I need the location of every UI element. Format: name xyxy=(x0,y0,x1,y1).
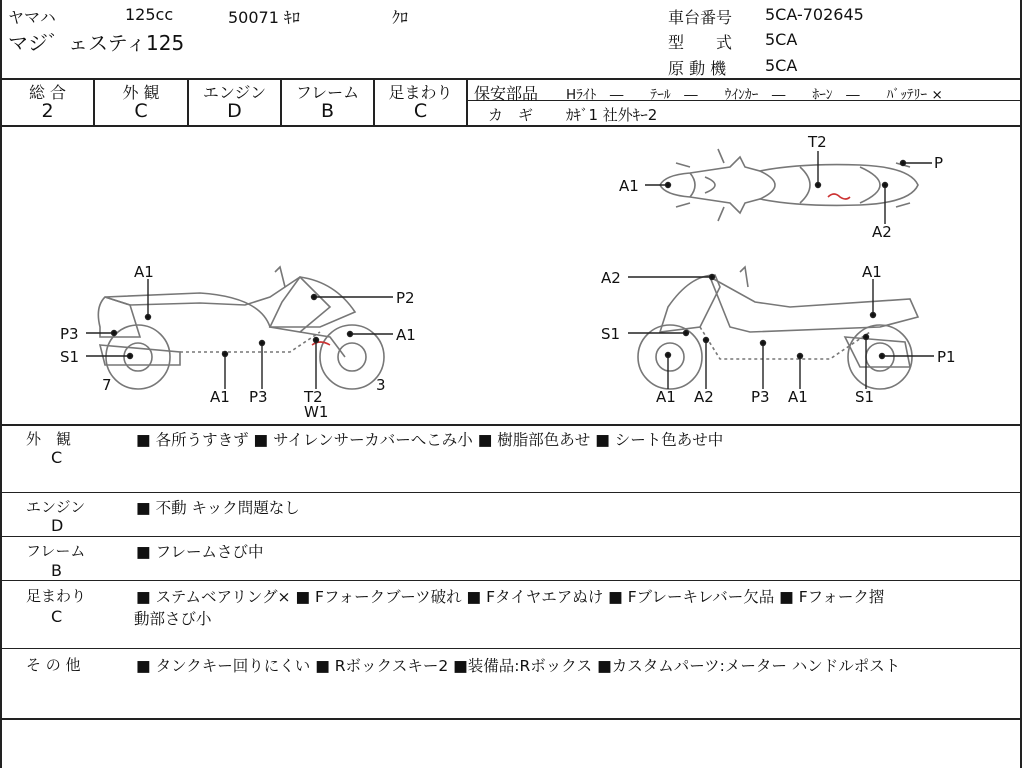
frame-no: 5CA-702645 xyxy=(765,5,864,24)
damage-diagram xyxy=(0,127,1022,425)
label-top-p: P xyxy=(934,154,944,172)
label-left-p3-floor: P3 xyxy=(249,388,268,406)
section-divider-4 xyxy=(0,648,1022,649)
label-left-a1-floor: A1 xyxy=(210,388,230,406)
section-title: フレーム xyxy=(26,542,86,560)
label-right-a1-seat: A1 xyxy=(862,263,882,281)
section-title: エンジン xyxy=(26,498,86,516)
label-left-t2: T2 xyxy=(304,388,323,406)
section-grade: C xyxy=(51,607,63,626)
section-grade: D xyxy=(51,516,64,535)
grade-value: B xyxy=(320,100,335,122)
grade-label: 足まわり xyxy=(388,83,453,102)
label-left-a1-seat: A1 xyxy=(134,263,154,281)
label-top-a1: A1 xyxy=(619,177,639,195)
label-right-a1-floor: A1 xyxy=(788,388,808,406)
safety-title: 保安部品 xyxy=(474,84,539,103)
section-divider-bottom xyxy=(0,718,1022,720)
label-right-a1-wheel: A1 xyxy=(656,388,676,406)
section-text: ■ タンクキー回りにくい ■ Rボックスキー2 ■装備品:Rボックス ■カスタムパーツ:メーター ハンドルポスト xyxy=(136,657,901,675)
section-text: ■ フレームさび中 xyxy=(136,543,264,561)
section-title: 足まわり xyxy=(26,587,87,605)
scooter-right-view xyxy=(638,267,918,389)
label-right-a2-floor: A2 xyxy=(694,388,714,406)
grade-label: 外 観 xyxy=(122,83,160,102)
scooter-top-view xyxy=(660,149,918,221)
grade-label: フレーム xyxy=(295,83,360,102)
grade-value: C xyxy=(134,100,148,122)
label-left-s1: S1 xyxy=(60,348,80,366)
label-top-t2: T2 xyxy=(808,133,827,151)
label-right-p1: P1 xyxy=(937,348,956,366)
maker: ヤマハ xyxy=(8,8,56,27)
grade-value: D xyxy=(227,100,242,122)
safety-items: Hﾗｲﾄ ― ﾃｰﾙ ― ｳｲﾝｶｰ ― ﾎｰﾝ ― ﾊﾞｯﾃﾘｰ × xyxy=(566,87,943,103)
displacement: 125cc xyxy=(125,5,174,24)
frame-no-label: 車台番号 xyxy=(668,8,733,27)
label-left-p2: P2 xyxy=(396,289,415,307)
label-left-a1-front: A1 xyxy=(396,326,416,344)
section-divider-top xyxy=(0,424,1022,426)
grade-label: 総 合 xyxy=(28,83,67,102)
section-text: ■ ステムベアリング× ■ Fフォークブーツ破れ ■ Fタイヤエアぬけ ■ Fブレーキレバー欠品 ■ Fフォーク摺 xyxy=(136,588,885,606)
section-divider-2 xyxy=(0,536,1022,537)
model-name: マジ゛ェスティ125 xyxy=(8,31,185,55)
label-left-p3-rear: P3 xyxy=(60,325,79,343)
engine-value: 5CA xyxy=(765,56,798,75)
label-right-p3: P3 xyxy=(751,388,770,406)
section-text: ■ 不動 キック問題なし xyxy=(136,499,300,517)
label-left-3: 3 xyxy=(376,376,386,394)
label-right-s1-front: S1 xyxy=(601,325,621,343)
section-text-continued: 動部さび小 xyxy=(134,610,212,628)
section-grade: C xyxy=(51,448,63,467)
label-left-w1: W1 xyxy=(304,403,329,421)
section-divider-1 xyxy=(0,492,1022,493)
type-value: 5CA xyxy=(765,30,798,49)
label-right-a2-top: A2 xyxy=(601,269,621,287)
key-label: カ ギ xyxy=(488,106,534,124)
grade-value: 2 xyxy=(41,100,54,122)
mileage: 50071 ｷﾛ xyxy=(228,8,300,27)
scooter-left-view xyxy=(98,267,384,389)
color: ｸﾛ xyxy=(392,8,409,27)
section-text: ■ 各所うすきず ■ サイレンサーカバーへこみ小 ■ 樹脂部色あせ ■ シート色あせ中 xyxy=(136,431,724,449)
section-grade: B xyxy=(51,561,62,580)
section-title: 外 観 xyxy=(26,430,72,448)
section-title: そ の 他 xyxy=(26,656,81,674)
grade-divider-5 xyxy=(466,78,468,126)
label-left-7: 7 xyxy=(102,376,112,394)
type-label: 型 式 xyxy=(668,33,733,52)
engine-label: 原 動 機 xyxy=(668,59,727,78)
section-divider-3 xyxy=(0,580,1022,581)
key-value: ｶｷﾞ1 社外ｷｰ2 xyxy=(566,106,658,124)
grade-label: エンジン xyxy=(202,83,267,102)
grade-value: C xyxy=(413,100,428,122)
label-right-s1-rear: S1 xyxy=(855,388,875,406)
label-top-a2: A2 xyxy=(872,223,892,241)
